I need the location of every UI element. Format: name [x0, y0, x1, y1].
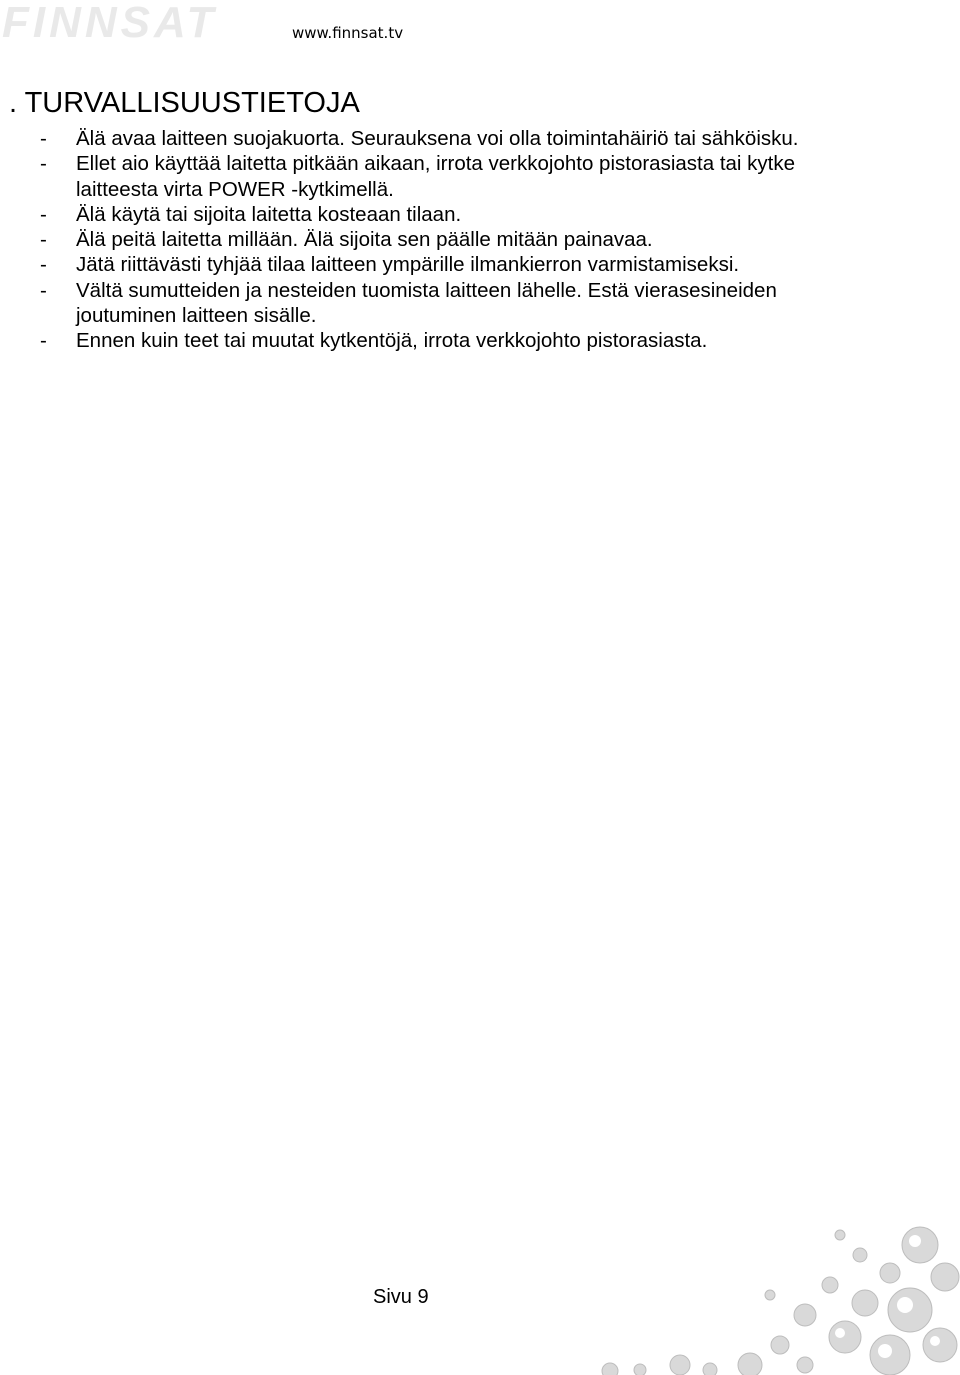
list-dash: -: [40, 329, 47, 353]
page-number: Sivu 9: [373, 1286, 429, 1308]
list-dash: -: [40, 152, 47, 176]
list-item: [0, 328, 816, 353]
list-item: [0, 151, 816, 202]
bubble-decoration: [590, 1225, 960, 1375]
list-item-text: Älä peitä laitetta millään. Älä sijoita sen päälle mitään painavaa.: [76, 228, 653, 252]
list-item-text: Vältä sumutteiden ja nesteiden tuomista laitteen lähelle. Estä vierasesineiden joutuminen laitteen sisälle.: [76, 278, 777, 328]
logo-text: FINNSAT: [2, 0, 218, 44]
finnsat-logo: [2, 0, 264, 44]
list-item-text: Älä käytä tai sijoita laitetta kosteaan tilaan.: [76, 202, 462, 226]
list-dash: -: [40, 228, 47, 252]
list-dash: -: [40, 278, 47, 302]
list-dash: -: [40, 202, 47, 226]
website-url: www.finnsat.tv: [292, 24, 404, 42]
list-dash: -: [40, 127, 47, 150]
list-item: [0, 126, 816, 151]
list-item-text: Älä avaa laitteen suojakuorta. Seurauksena voi olla toimintahäiriö tai sähköisku.: [76, 127, 799, 150]
list-item-text: Ennen kuin teet tai muutat kytkentöjä, irrota verkkojohto pistorasiasta.: [76, 329, 708, 353]
list-item: [0, 202, 816, 227]
list-item-text: Ellet aio käyttää laitetta pitkään aikaan, irrota verkkojohto pistorasiasta tai kytke laitteesta virta POWER -kytkimellä.: [76, 152, 796, 201]
list-item: [0, 227, 816, 252]
list-item: [0, 278, 816, 329]
safety-list: [0, 126, 960, 354]
list-dash: -: [40, 253, 47, 277]
section-title: . TURVALLISUUSTIETOJA: [9, 87, 360, 119]
list-item: [0, 252, 816, 277]
list-item-text: Jätä riittävästi tyhjää tilaa laitteen ympärille ilmankierron varmistamiseksi.: [76, 253, 740, 277]
